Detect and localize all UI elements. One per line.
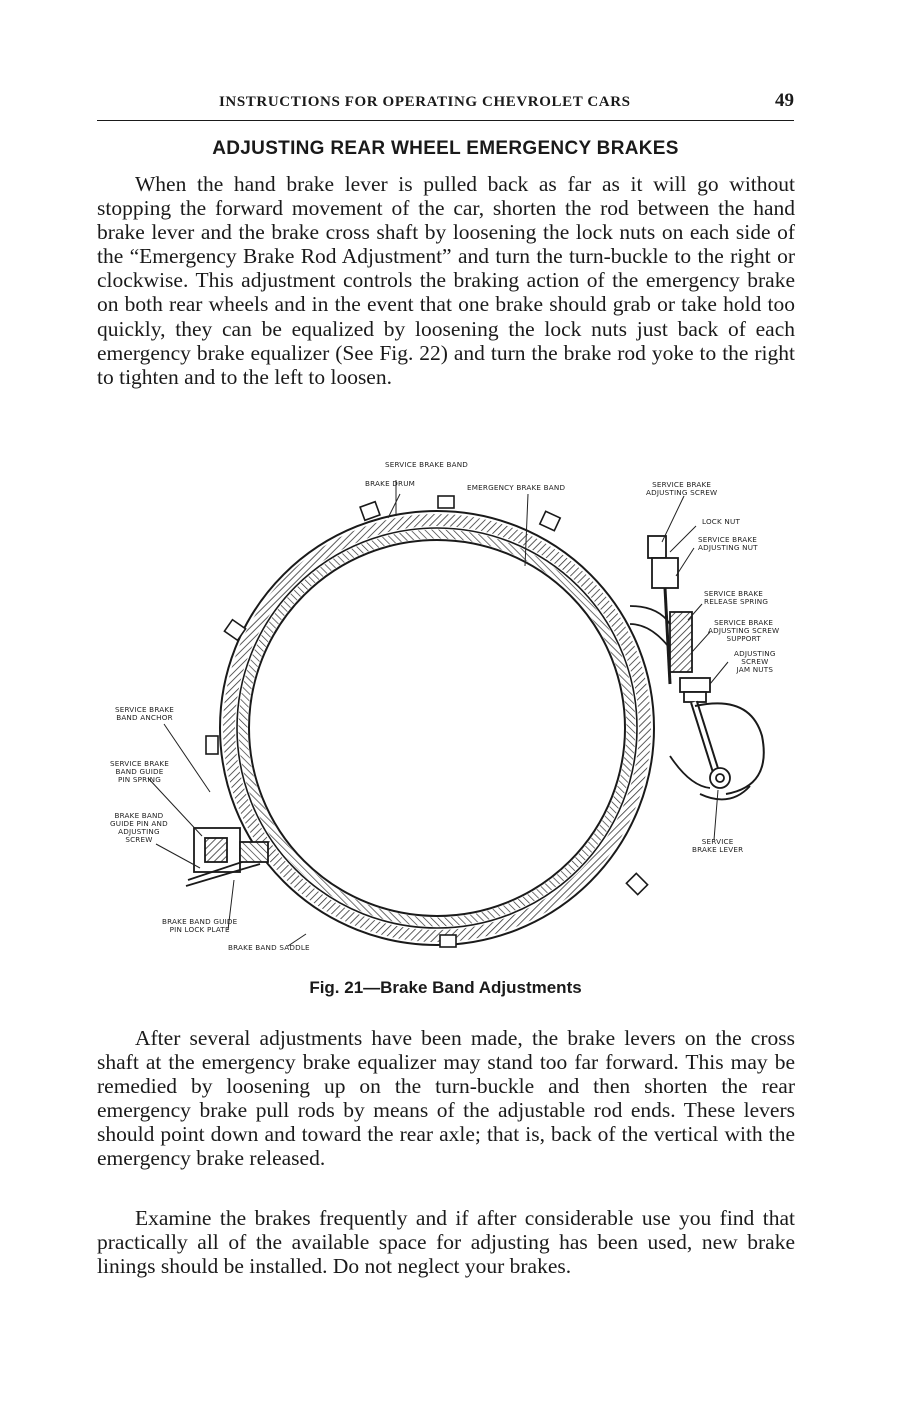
brake-band-figure xyxy=(110,456,800,966)
brake-band-illustration xyxy=(110,456,800,966)
label-service-brake-band-anchor: SERVICE BRAKE BAND ANCHOR xyxy=(115,705,174,722)
body-paragraph-2: After several adjustments have been made, the brake levers on the cross shaft at the emergency brake equalizer may stand too far forward. This may be remedied by loosening up on the turn-buckle and then shorten the rear emergency brake pull rods by means of the adjustable rod ends. These levers should point down and toward the rear axle; that is, back of the vertical with the emergency brake released. xyxy=(97,1026,795,1171)
label-service-brake-adjusting-screw-support: SERVICE BRAKE ADJUSTING SCREW SUPPORT xyxy=(708,618,780,643)
label-brake-band-saddle: BRAKE BAND SADDLE xyxy=(228,943,310,952)
running-head-title: INSTRUCTIONS FOR OPERATING CHEVROLET CARS xyxy=(219,94,631,110)
label-lock-nut: LOCK NUT xyxy=(702,517,741,526)
page-number: 49 xyxy=(775,90,794,111)
label-service-brake-adjusting-screw: SERVICE BRAKE ADJUSTING SCREW xyxy=(646,480,718,497)
running-head xyxy=(97,88,794,121)
label-service-brake-lever: SERVICE BRAKE LEVER xyxy=(692,837,744,854)
figure-caption: Fig. 21—Brake Band Adjustments xyxy=(309,978,582,997)
label-service-brake-adjusting-nut: SERVICE BRAKE ADJUSTING NUT xyxy=(698,535,758,552)
label-brake-band-guide-pin-and-adjusting-screw: BRAKE BAND GUIDE PIN AND ADJUSTING SCREW xyxy=(110,811,168,844)
label-service-brake-release-spring: SERVICE BRAKE RELEASE SPRING xyxy=(704,589,769,606)
body-paragraph-3: Examine the brakes frequently and if after considerable use you find that practically all of the available space for adjusting has been used, new brake linings should be installed. Do not neglect your brakes. xyxy=(97,1206,795,1279)
label-brake-band-guide-pin-lock-plate: BRAKE BAND GUIDE PIN LOCK PLATE xyxy=(162,917,238,934)
label-service-brake-band: SERVICE BRAKE BAND xyxy=(385,460,469,469)
label-service-brake-band-guide-pin-spring: SERVICE BRAKE BAND GUIDE PIN SPRING xyxy=(110,759,169,784)
label-adjusting-screw-jam-nuts: ADJUSTING SCREW JAM NUTS xyxy=(734,649,776,674)
label-emergency-brake-band: EMERGENCY BRAKE BAND xyxy=(467,483,566,492)
label-brake-drum: BRAKE DRUM xyxy=(365,479,416,488)
section-title: ADJUSTING REAR WHEEL EMERGENCY BRAKES xyxy=(212,138,679,159)
body-paragraph-1: When the hand brake lever is pulled back as far as it will go without stopping the forward movement of the car, shorten the rod between the hand brake lever and the brake cross shaft by loosening the lock nuts on each side of the “Emergency Brake Rod Adjustment” and turn the turn-buckle to the right or clockwise. This adjustment controls the braking action of the emergency brake on both rear wheels and in the event that one brake should grab or take hold too quickly, they can be equalized by loosening the lock nuts just back of each emergency brake equalizer (See Fig. 22) and turn the brake rod yoke to the right to tighten and to the left to loosen. xyxy=(97,172,795,389)
